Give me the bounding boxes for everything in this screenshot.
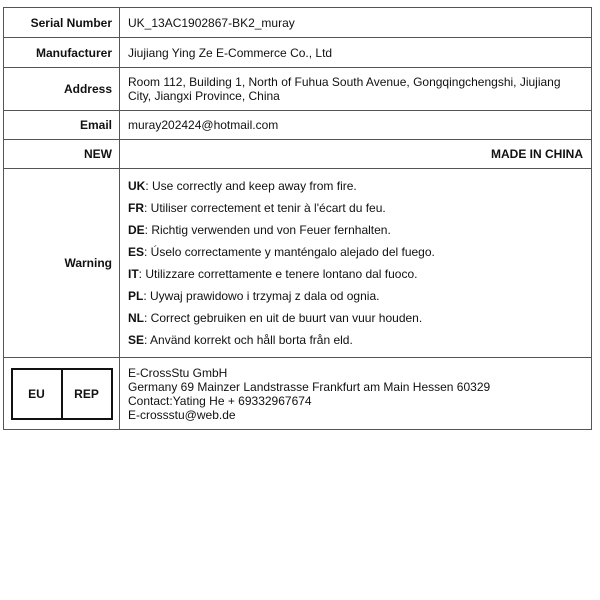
origin-row	[4, 140, 592, 169]
manufacturer-label: Manufacturer	[4, 38, 120, 68]
rep-mark: REP	[61, 370, 111, 418]
warning-text: : Úselo correctamente y manténgalo alejado del fuego.	[144, 245, 435, 259]
address-row	[4, 68, 592, 111]
warning-text: : Utiliser correctement et tenir à l'écart du feu.	[144, 201, 386, 215]
email-value: muray202424@hotmail.com	[120, 111, 592, 140]
warning-lang-code: FR	[128, 201, 144, 215]
warning-lang-code: SE	[128, 333, 145, 347]
eu-rep-contact: Contact:Yating He + 69332967674	[128, 393, 312, 408]
eu-rep-symbol-cell	[4, 358, 120, 430]
new-label: NEW	[4, 140, 120, 169]
warning-line	[128, 179, 583, 193]
eu-rep-details	[120, 358, 592, 430]
warning-text: : Uywaj prawidowo i trzymaj z dala od ognia.	[143, 289, 380, 303]
warning-text: : Use correctly and keep away from fire.	[145, 179, 357, 193]
warning-lang-code: PL	[128, 289, 144, 303]
warning-label: Warning	[4, 169, 120, 358]
warning-line	[128, 223, 583, 237]
warning-lang-code: NL	[128, 311, 144, 325]
warning-row	[4, 169, 592, 358]
eu-rep-row	[4, 358, 592, 430]
eu-mark: EU	[28, 386, 45, 401]
email-label: Email	[4, 111, 120, 140]
eu-rep-address: Germany 69 Mainzer Landstrasse Frankfurt am Main Hessen 60329	[128, 379, 491, 394]
warning-line	[128, 333, 583, 347]
warning-line	[128, 245, 583, 259]
warning-text: : Richtig verwenden und von Feuer fernhalten.	[144, 223, 391, 237]
manufacturer-value: Jiujiang Ying Ze E-Commerce Co., Ltd	[120, 38, 592, 68]
warning-text: : Använd korrekt och håll borta från eld.	[144, 333, 353, 347]
manufacturer-row	[4, 38, 592, 68]
warning-lang-code: DE	[128, 223, 145, 237]
eu-rep-company: E-CrossStu GmbH	[128, 365, 228, 380]
eu-rep-symbol	[11, 368, 113, 420]
warning-text: : Utilizzare correttamente e tenere lontano dal fuoco.	[138, 267, 418, 281]
serial-number-label: Serial Number	[4, 8, 120, 38]
serial-number-row	[4, 8, 592, 38]
warning-line	[128, 201, 583, 215]
warning-lines	[120, 169, 592, 358]
eu-rep-email: E-crossstu@web.de	[128, 407, 236, 422]
warning-line	[128, 311, 583, 325]
address-label: Address	[4, 68, 120, 111]
warning-text: : Correct gebruiken en uit de buurt van vuur houden.	[144, 311, 423, 325]
made-in-china-value: MADE IN CHINA	[120, 140, 592, 169]
warning-lang-code: IT	[128, 267, 139, 281]
email-row	[4, 111, 592, 140]
warning-line	[128, 267, 583, 281]
serial-number-value: UK_13AC1902867-BK2_muray	[120, 8, 592, 38]
warning-lang-code: ES	[128, 245, 145, 259]
product-label-table	[3, 7, 592, 430]
warning-line	[128, 289, 583, 303]
warning-lang-code: UK	[128, 179, 146, 193]
address-value: Room 112, Building 1, North of Fuhua South Avenue, Gongqingchengshi, Jiujiang City, Jiangxi Province, China	[120, 68, 592, 111]
